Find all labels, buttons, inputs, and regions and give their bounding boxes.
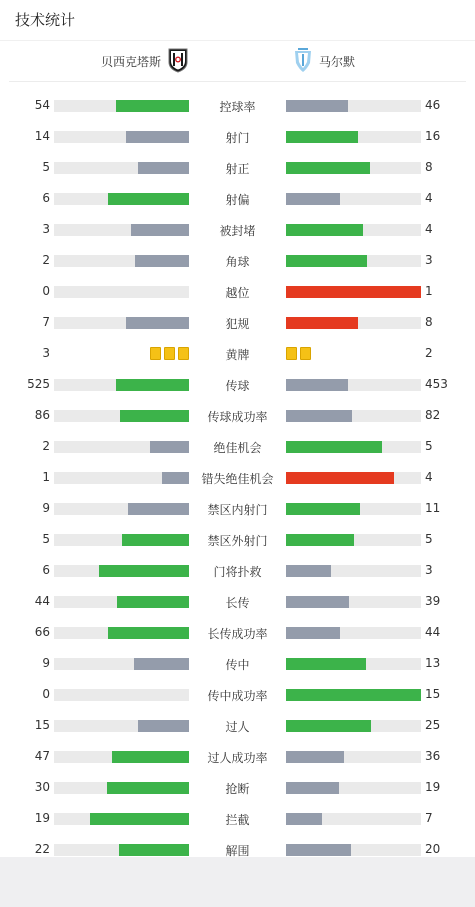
stat-label: 射偏 (225, 193, 250, 207)
stat-row (0, 369, 475, 400)
stat-label: 控球率 (219, 100, 256, 114)
away-bar-fill (286, 379, 348, 391)
home-value: 15 (34, 718, 50, 732)
stat-label: 禁区外射门 (207, 534, 268, 548)
stat-label: 过人成功率 (207, 751, 268, 765)
away-value: 5 (425, 532, 433, 546)
home-value: 47 (34, 749, 50, 763)
home-value: 54 (34, 98, 50, 112)
away-bar-track (286, 720, 421, 732)
stat-label: 传球成功率 (207, 410, 268, 424)
home-team-logo-icon (167, 47, 189, 76)
away-bar-fill (286, 627, 340, 639)
home-bar-track (54, 472, 189, 484)
home-value: 86 (34, 408, 50, 422)
stat-label: 禁区内射门 (207, 503, 268, 517)
teams-header (9, 41, 466, 82)
away-bar-track (286, 596, 421, 608)
home-value: 0 (42, 687, 50, 701)
away-bar-fill (286, 720, 371, 732)
home-value: 525 (27, 377, 50, 391)
stat-row (0, 679, 475, 710)
home-bar-fill (128, 503, 189, 515)
away-bar-fill (286, 100, 348, 112)
away-value: 36 (425, 749, 441, 763)
stat-label: 门将扑救 (213, 565, 262, 579)
stat-row (0, 741, 475, 772)
away-bar-track (286, 658, 421, 670)
home-bar-fill (122, 534, 190, 546)
stat-row (0, 152, 475, 183)
home-value: 5 (42, 532, 50, 546)
home-bar-fill (150, 441, 189, 453)
home-bar-fill (108, 627, 189, 639)
home-value: 6 (42, 563, 50, 577)
home-bar-fill (112, 751, 189, 763)
stat-row (0, 555, 475, 586)
yellow-card-icon (164, 347, 175, 360)
yellow-card-icon (300, 347, 311, 360)
stat-row (0, 462, 475, 493)
stat-label: 传中 (225, 658, 250, 672)
home-value: 30 (34, 780, 50, 794)
away-bar-fill (286, 224, 363, 236)
home-value: 44 (34, 594, 50, 608)
stat-label: 越位 (225, 286, 250, 300)
away-value: 8 (425, 160, 433, 174)
away-bar-track (286, 813, 421, 825)
away-bar-track (286, 379, 421, 391)
away-value: 19 (425, 780, 441, 794)
home-value: 1 (42, 470, 50, 484)
away-bar-fill (286, 813, 322, 825)
away-bar-fill (286, 844, 351, 856)
yellow-card-icon (150, 347, 161, 360)
away-bar-fill (286, 565, 331, 577)
away-value: 4 (425, 470, 433, 484)
stat-row (0, 586, 475, 617)
home-bar-fill (135, 255, 189, 267)
away-bar-fill (286, 596, 349, 608)
stat-label: 过人 (225, 720, 250, 734)
home-value: 3 (42, 346, 50, 360)
stat-label: 错失绝佳机会 (201, 472, 274, 486)
away-value: 3 (425, 253, 433, 267)
stat-label: 传中成功率 (207, 689, 268, 703)
away-bar-fill (286, 441, 382, 453)
home-bar-fill (131, 224, 189, 236)
away-team-logo-icon (293, 47, 313, 76)
away-value: 44 (425, 625, 441, 639)
away-bar-fill (286, 255, 367, 267)
home-bar-fill (99, 565, 189, 577)
home-bar-fill (126, 131, 189, 143)
away-value: 1 (425, 284, 433, 298)
stat-row (0, 710, 475, 741)
home-bar-track (54, 596, 189, 608)
away-bar-track (286, 441, 421, 453)
home-bar-fill (162, 472, 189, 484)
home-yellow-cards (150, 347, 189, 360)
home-bar-track (54, 162, 189, 174)
home-bar-track (54, 286, 189, 298)
stat-row (0, 245, 475, 276)
away-bar-track (286, 255, 421, 267)
away-value: 13 (425, 656, 441, 670)
yellow-card-icon (178, 347, 189, 360)
home-value: 0 (42, 284, 50, 298)
home-bar-track (54, 224, 189, 236)
stat-row (0, 307, 475, 338)
stat-row (0, 400, 475, 431)
home-bar-fill (119, 844, 189, 856)
away-bar-track (286, 503, 421, 515)
home-bar-fill (126, 317, 189, 329)
home-bar-fill (107, 782, 189, 794)
home-bar-track (54, 627, 189, 639)
home-team (9, 41, 189, 81)
yellow-card-icon (286, 347, 297, 360)
away-value: 16 (425, 129, 441, 143)
stat-label: 黄牌 (225, 348, 250, 362)
away-bar-fill (286, 658, 366, 670)
home-bar-track (54, 565, 189, 577)
home-value: 9 (42, 656, 50, 670)
away-yellow-cards (286, 347, 311, 360)
away-value: 11 (425, 501, 441, 515)
stat-row (0, 214, 475, 245)
home-bar-track (54, 720, 189, 732)
away-bar-track (286, 472, 421, 484)
away-value: 5 (425, 439, 433, 453)
away-value: 25 (425, 718, 441, 732)
home-bar-track (54, 751, 189, 763)
home-bar-track (54, 689, 189, 701)
home-value: 19 (34, 811, 50, 825)
home-value: 14 (34, 129, 50, 143)
away-bar-track (286, 224, 421, 236)
stat-label: 长传 (225, 596, 250, 610)
home-team-name: 贝西克塔斯 (100, 54, 161, 69)
away-bar-fill (286, 782, 339, 794)
away-bar-fill (286, 534, 354, 546)
stat-row (0, 803, 475, 834)
stat-label: 被封堵 (219, 224, 256, 238)
home-value: 5 (42, 160, 50, 174)
away-bar-track (286, 689, 421, 701)
away-team (293, 41, 355, 81)
stat-row (0, 648, 475, 679)
away-bar-track (286, 286, 421, 298)
stat-label: 长传成功率 (207, 627, 268, 641)
home-value: 9 (42, 501, 50, 515)
home-bar-track (54, 782, 189, 794)
stat-row (0, 121, 475, 152)
home-bar-fill (90, 813, 189, 825)
home-bar-track (54, 379, 189, 391)
stat-label: 解围 (225, 844, 250, 858)
away-value: 46 (425, 98, 441, 112)
stat-label: 犯规 (225, 317, 250, 331)
page-title: 技术统计 (0, 0, 475, 41)
away-value: 3 (425, 563, 433, 577)
stat-row (0, 276, 475, 307)
stat-row (0, 338, 475, 369)
away-bar-track (286, 627, 421, 639)
home-bar-fill (116, 100, 189, 112)
away-bar-track (286, 534, 421, 546)
stat-row (0, 493, 475, 524)
home-bar-fill (108, 193, 189, 205)
away-bar-fill (286, 131, 358, 143)
home-bar-track (54, 193, 189, 205)
away-bar-fill (286, 162, 370, 174)
away-bar-track (286, 100, 421, 112)
away-team-name: 马尔默 (319, 54, 356, 69)
home-bar-track (54, 441, 189, 453)
home-bar-track (54, 844, 189, 856)
away-bar-track (286, 844, 421, 856)
home-bar-track (54, 410, 189, 422)
away-bar-fill (286, 286, 421, 298)
away-value: 4 (425, 191, 433, 205)
stat-row (0, 90, 475, 121)
away-value: 20 (425, 842, 441, 856)
stat-label: 绝佳机会 (213, 441, 262, 455)
stat-label: 拦截 (225, 813, 250, 827)
home-bar-track (54, 100, 189, 112)
home-bar-fill (116, 379, 189, 391)
away-value: 4 (425, 222, 433, 236)
home-bar-fill (138, 162, 189, 174)
home-value: 6 (42, 191, 50, 205)
home-bar-track (54, 255, 189, 267)
home-value: 3 (42, 222, 50, 236)
away-bar-fill (286, 472, 394, 484)
away-value: 39 (425, 594, 441, 608)
away-bar-fill (286, 410, 352, 422)
stat-label: 角球 (225, 255, 250, 269)
away-value: 2 (425, 346, 433, 360)
away-value: 15 (425, 687, 441, 701)
home-bar-track (54, 534, 189, 546)
stat-row (0, 183, 475, 214)
home-value: 2 (42, 253, 50, 267)
away-bar-track (286, 317, 421, 329)
home-bar-track (54, 813, 189, 825)
stat-row (0, 772, 475, 803)
away-bar-track (286, 162, 421, 174)
away-value: 8 (425, 315, 433, 329)
stat-label: 传球 (225, 379, 250, 393)
home-value: 2 (42, 439, 50, 453)
away-bar-fill (286, 503, 360, 515)
home-bar-track (54, 658, 189, 670)
home-value: 66 (34, 625, 50, 639)
away-bar-track (286, 193, 421, 205)
away-bar-fill (286, 751, 344, 763)
away-bar-track (286, 131, 421, 143)
home-bar-fill (134, 658, 189, 670)
stat-row (0, 834, 475, 865)
home-bar-fill (138, 720, 189, 732)
stat-row (0, 524, 475, 555)
stats-list (0, 82, 475, 865)
away-bar-fill (286, 193, 340, 205)
away-bar-track (286, 410, 421, 422)
away-value: 82 (425, 408, 441, 422)
away-bar-track (286, 782, 421, 794)
away-bar-fill (286, 317, 358, 329)
home-bar-track (54, 317, 189, 329)
away-bar-track (286, 565, 421, 577)
stat-row (0, 617, 475, 648)
away-bar-track (286, 751, 421, 763)
away-value: 453 (425, 377, 448, 391)
home-bar-track (54, 131, 189, 143)
away-bar-fill (286, 689, 421, 701)
home-value: 22 (34, 842, 50, 856)
stat-row (0, 431, 475, 462)
home-bar-track (54, 503, 189, 515)
stat-label: 射正 (225, 162, 250, 176)
stat-label: 抢断 (225, 782, 250, 796)
away-value: 7 (425, 811, 433, 825)
stat-label: 射门 (225, 131, 250, 145)
home-bar-fill (120, 410, 189, 422)
home-bar-fill (117, 596, 189, 608)
home-value: 7 (42, 315, 50, 329)
